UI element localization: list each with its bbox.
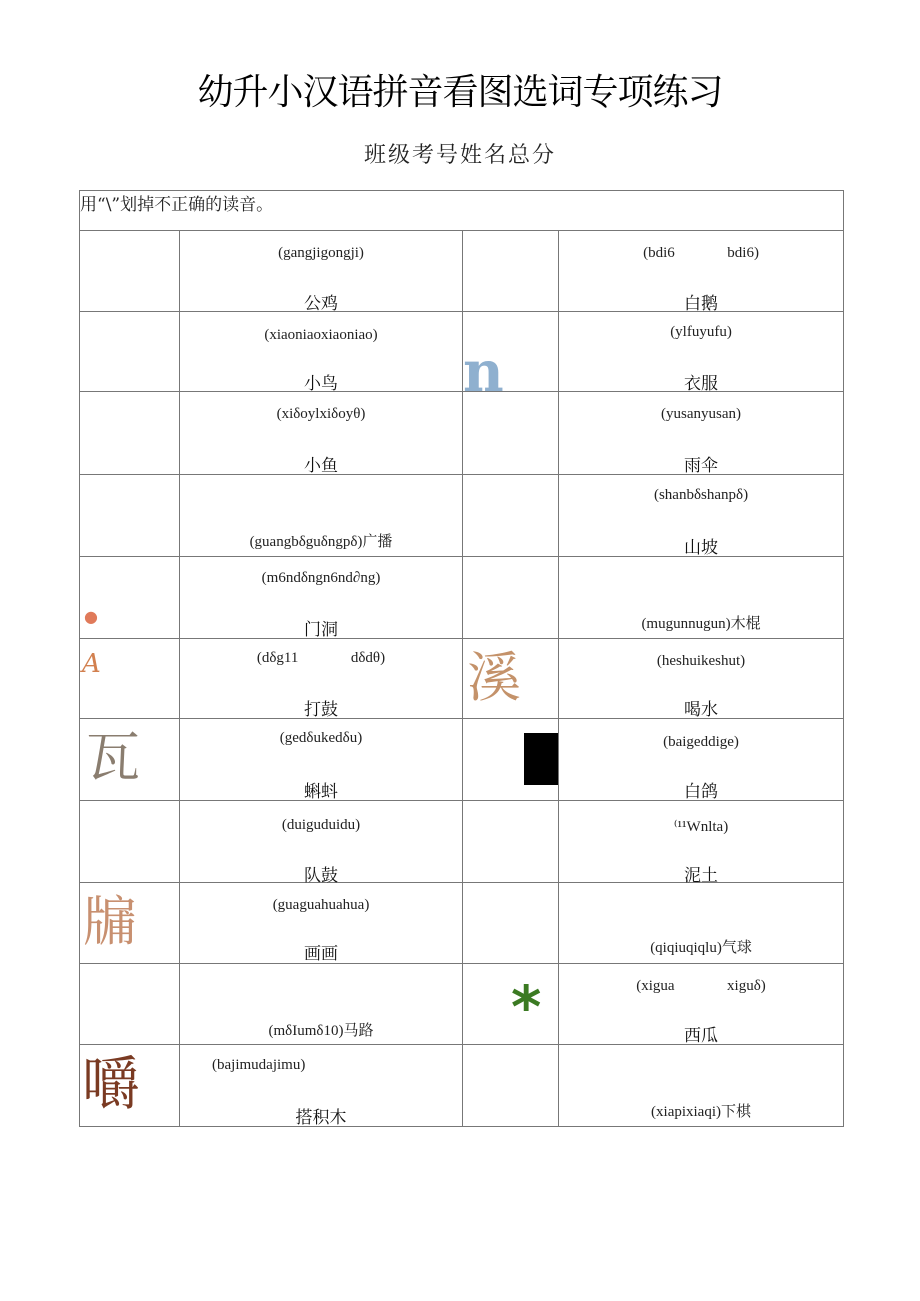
word-cell xyxy=(559,392,844,475)
hanzi-word: 门洞 xyxy=(304,620,338,640)
word-cell xyxy=(559,801,844,886)
hanzi-word: 山坡 xyxy=(684,538,719,558)
hanzi-word: 打鼓 xyxy=(304,700,338,720)
picture-cell xyxy=(463,639,559,719)
word-cell xyxy=(180,557,463,639)
picture-cell xyxy=(463,883,559,964)
hanzi-word: 泥土 xyxy=(684,866,719,886)
word-cell xyxy=(559,557,844,639)
hanzi-word: 白鹅 xyxy=(684,294,719,314)
hanzi-word: 小鱼 xyxy=(304,456,338,476)
picture-dot: ● xyxy=(84,607,98,626)
picture-cell xyxy=(80,231,180,312)
pinyin-options[interactable]: (m6ndδngn6nd∂ng) xyxy=(261,570,381,586)
pinyin-options[interactable]: (duiguduidu) xyxy=(281,817,361,833)
picture-cell xyxy=(80,883,180,964)
pinyin-options[interactable]: (gedδukedδu) xyxy=(279,730,363,746)
word-cell xyxy=(180,639,463,719)
picture-cell xyxy=(463,801,559,883)
picture-black-block xyxy=(524,733,558,785)
word-cell xyxy=(180,392,463,475)
pinyin-options[interactable]: (bajimudajimu) xyxy=(212,1057,306,1073)
picture-cell xyxy=(463,1045,559,1127)
hanzi-word: 搭积木 xyxy=(295,1108,347,1128)
hanzi-word: 衣服 xyxy=(684,374,719,394)
pinyin-options[interactable]: (shanbδshanpδ) xyxy=(653,487,749,503)
word-cell xyxy=(559,883,844,964)
picture-cell xyxy=(463,392,559,475)
pinyin-with-word[interactable]: (xiapixiaqi)下棋 xyxy=(651,1104,752,1120)
picture-cell xyxy=(463,719,559,801)
pinyin-options[interactable]: (baigeddige) xyxy=(663,734,739,750)
picture-cell xyxy=(463,231,559,312)
picture-cell xyxy=(80,392,180,475)
word-cell xyxy=(180,1045,463,1127)
pinyin-with-word[interactable]: (mugunnugun)木棍 xyxy=(641,616,761,632)
pinyin-options[interactable]: (guaguahuahua) xyxy=(272,897,370,913)
picture-cell xyxy=(463,312,559,405)
picture-cell xyxy=(80,719,180,801)
student-info-line: 班级考号姓名总分 xyxy=(363,143,556,168)
picture-letter-a: A xyxy=(82,649,101,679)
picture-char-yong: 牖 xyxy=(83,890,137,953)
hanzi-word: 西瓜 xyxy=(684,1026,719,1046)
word-cell xyxy=(180,475,463,557)
word-cell xyxy=(559,639,844,719)
picture-cell xyxy=(80,475,180,557)
word-cell xyxy=(559,475,844,557)
word-cell xyxy=(559,964,844,1045)
picture-cell xyxy=(80,801,180,883)
hanzi-word: 队鼓 xyxy=(304,866,338,886)
picture-cell xyxy=(463,557,559,639)
picture-letter-n: n xyxy=(463,339,504,405)
hanzi-word: 喝水 xyxy=(684,700,719,720)
pinyin-options[interactable]: (heshuikeshut) xyxy=(656,653,746,669)
word-cell xyxy=(559,231,844,312)
word-cell xyxy=(559,719,844,801)
pinyin-options[interactable]: (bdi6 bdi6) xyxy=(643,245,759,261)
word-cell xyxy=(180,312,463,392)
picture-cell xyxy=(80,1045,180,1127)
instruction: 用“\”划掉不正确的读音。 xyxy=(80,191,844,231)
word-cell xyxy=(180,801,463,886)
picture-char-wa: 瓦 xyxy=(86,726,140,789)
word-cell xyxy=(180,231,463,312)
picture-cell xyxy=(80,312,180,392)
word-cell xyxy=(559,312,844,392)
pinyin-options[interactable]: (yusanyusan) xyxy=(661,406,742,422)
picture-char-xi: 溪 xyxy=(467,646,521,709)
pinyin-with-word[interactable]: (mδIumδ10)马路 xyxy=(268,1023,374,1039)
picture-cell xyxy=(80,639,180,719)
hanzi-word: 小鸟 xyxy=(304,374,338,394)
pinyin-options[interactable]: (xiaoniaoxiaoniao) xyxy=(264,327,378,343)
pinyin-with-word[interactable]: (qiqiuqiqlu)气球 xyxy=(650,940,752,956)
word-cell xyxy=(559,1045,844,1127)
pinyin-options[interactable]: (xigua xiguδ) xyxy=(636,978,766,994)
pinyin-options[interactable]: ⁽¹¹Wnlta) xyxy=(673,819,729,835)
word-cell xyxy=(180,719,463,801)
pinyin-options[interactable]: (dδg11 dδdθ) xyxy=(256,650,386,666)
hanzi-word: 蝌蚪 xyxy=(304,782,338,802)
picture-cell xyxy=(463,475,559,557)
word-cell xyxy=(180,964,463,1045)
picture-char-jue: 嚼 xyxy=(82,1050,141,1118)
picture-cell xyxy=(80,557,180,639)
hanzi-word: 雨伞 xyxy=(684,456,719,476)
hanzi-word: 画画 xyxy=(304,944,338,964)
word-cell xyxy=(180,883,463,964)
pinyin-with-word[interactable]: (guangbδguδngpδ)广播 xyxy=(249,534,393,550)
picture-cell xyxy=(80,964,180,1045)
picture-star: * xyxy=(511,973,542,1041)
picture-cell xyxy=(463,964,559,1045)
pinyin-options[interactable]: (ylfuyufu) xyxy=(670,324,732,340)
hanzi-word: 公鸡 xyxy=(304,294,338,314)
exercise-table xyxy=(79,190,844,1127)
pinyin-options[interactable]: (gangjigongji) xyxy=(278,245,364,261)
page-title: 幼升小汉语拼音看图选词专项练习 xyxy=(197,72,723,113)
pinyin-options[interactable]: (xiδoylxiδoyθ) xyxy=(276,406,366,422)
hanzi-word: 白鸽 xyxy=(684,782,719,802)
